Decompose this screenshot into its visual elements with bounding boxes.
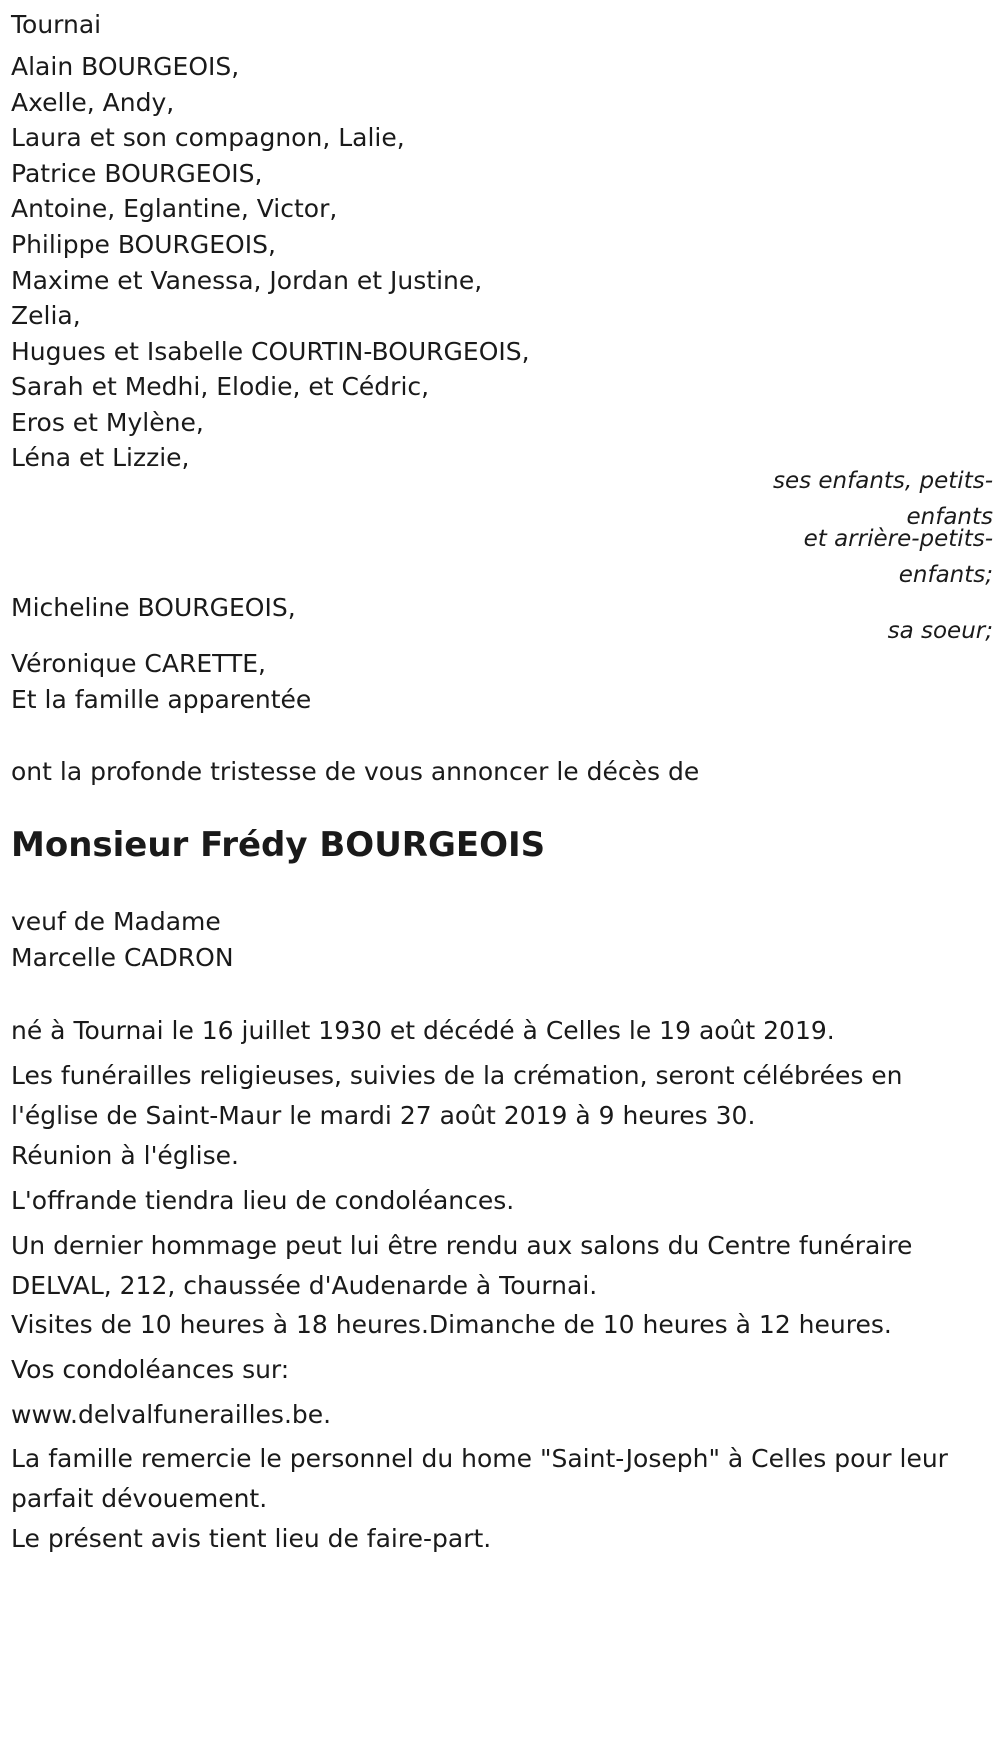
role-children: enfants (906, 504, 993, 530)
paragraph-birth-death: né à Tournai le 16 juillet 1930 et décédé à Celles le 19 août 2019. (11, 1016, 835, 1045)
family-line: Sarah et Medhi, Elodie, et Cédric, (11, 372, 430, 401)
widower-line: veuf de Madame (11, 907, 221, 936)
paragraph-visits: Visites de 10 heures à 18 heures.Dimanche de 10 heures à 12 heures. (11, 1310, 892, 1339)
paragraph-condolences: Vos condoléances sur: (11, 1355, 290, 1384)
family-line: Axelle, Andy, (11, 88, 175, 117)
other-line: Et la famille apparentée (11, 685, 312, 714)
other-line: Véronique CARETTE, (11, 649, 266, 678)
family-line: Antoine, Eglantine, Victor, (11, 194, 338, 223)
family-line: Léna et Lizzie, (11, 443, 190, 472)
paragraph-meeting: Réunion à l'église. (11, 1141, 239, 1170)
family-line: Philippe BOURGEOIS, (11, 230, 276, 259)
family-line: Eros et Mylène, (11, 408, 204, 437)
role-children: enfants; (898, 562, 993, 588)
paragraph-website[interactable]: www.delvalfunerailles.be. (11, 1400, 332, 1429)
family-line: Hugues et Isabelle COURTIN-BOURGEOIS, (11, 337, 530, 366)
family-line: Maxime et Vanessa, Jordan et Justine, (11, 266, 483, 295)
family-line: Alain BOURGEOIS, (11, 52, 240, 81)
sister-name: Micheline BOURGEOIS, (11, 593, 296, 622)
deceased-name: Monsieur Frédy BOURGEOIS (11, 825, 546, 865)
location: Tournai (11, 10, 102, 39)
family-line: Zelia, (11, 301, 81, 330)
family-line: Laura et son compagnon, Lalie, (11, 123, 405, 152)
paragraph-notice: Le présent avis tient lieu de faire-part. (11, 1524, 492, 1553)
announcement: ont la profonde tristesse de vous annoncer le décès de (11, 757, 700, 786)
widower-line: Marcelle CADRON (11, 943, 234, 972)
paragraph-tribute: Un dernier hommage peut lui être rendu aux salons du Centre funéraire DELVAL, 212, chaussée d'Audenarde à Tournai. (11, 1231, 913, 1300)
role-children: ses enfants, petits- (772, 468, 993, 494)
family-line: Patrice BOURGEOIS, (11, 159, 263, 188)
paragraph-offering: L'offrande tiendra lieu de condoléances. (11, 1186, 515, 1215)
role-sister: sa soeur; (887, 618, 993, 644)
role-children: et arrière-petits- (803, 526, 993, 552)
paragraph-funeral: Les funérailles religieuses, suivies de la crémation, seront célébrées en l'église de Saint-Maur le mardi 27 août 2019 à 9 heures 30. (11, 1061, 903, 1130)
paragraph-thanks: La famille remercie le personnel du home "Saint-Joseph" à Celles pour leur parfait dévouement. (11, 1444, 948, 1513)
